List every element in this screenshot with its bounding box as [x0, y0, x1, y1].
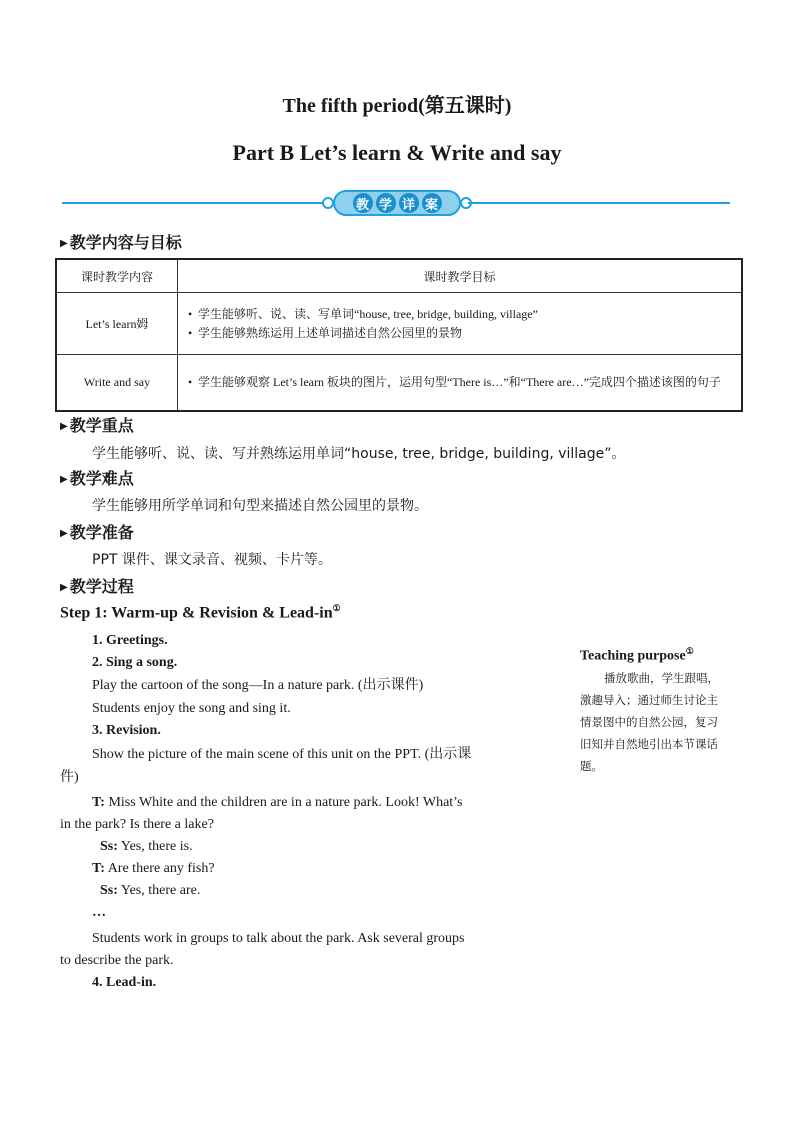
revision-paragraph-line1: Show the picture of the main scene of this unit on the PPT. (出示课	[92, 747, 472, 762]
dialogue-ellipsis: …	[92, 905, 106, 920]
banner-line-left	[62, 202, 326, 204]
group-paragraph-line1: Students work in groups to talk about the park. Ask several groups	[92, 931, 465, 946]
dialogue-teacher-1-cont: in the park? Is there a lake?	[60, 817, 214, 832]
page-subtitle: Part B Let’s learn & Write and say	[232, 140, 562, 165]
list-item: • 学生能够听、说、读、写单词“house, tree, bridge, building, village”	[188, 306, 538, 321]
table-row	[56, 355, 742, 411]
dialogue-students-1: Ss: Yes, there is.	[100, 839, 193, 854]
table-header: 课时教学目标	[178, 259, 743, 293]
section-heading-difficulties: ▶ 教学难点	[60, 469, 134, 488]
section-heading-key-points: ▶ 教学重点	[60, 416, 134, 435]
teaching-purpose-note	[580, 667, 752, 777]
triangle-bullet-icon: ▶	[60, 474, 68, 485]
item-sing: 2. Sing a song.	[92, 655, 178, 670]
page-title: The fifth period(第五课时)	[282, 95, 512, 117]
item-greetings: 1. Greetings.	[92, 633, 168, 648]
table-cell-content: Let’s learn姆	[56, 293, 178, 355]
note-line: 播放歌曲，学生跟唱，	[604, 671, 719, 685]
section-heading-preparation: ▶ 教学准备	[60, 523, 134, 542]
preparation-text: PPT 课件、课文录音、视频、卡片等。	[92, 552, 332, 568]
triangle-bullet-icon: ▶	[60, 238, 68, 249]
triangle-bullet-icon: ▶	[60, 421, 68, 432]
sing-paragraph-2: Students enjoy the song and sing it.	[92, 701, 291, 716]
triangle-bullet-icon: ▶	[60, 582, 68, 593]
banner-badge	[333, 190, 461, 216]
list-item: • 学生能够熟练运用上述单词描述自然公园里的景物	[188, 325, 463, 340]
difficulties-text: 学生能够用所学单词和句型来描述自然公园里的景物。	[92, 498, 428, 514]
triangle-bullet-icon: ▶	[60, 528, 68, 539]
note-line: 旧知并自然地引出本节课话	[580, 737, 718, 751]
note-line: 激趣导入；通过师生讨论主	[580, 693, 718, 707]
teaching-purpose-heading: Teaching purpose①	[580, 646, 694, 664]
sing-paragraph-1: Play the cartoon of the song—In a nature park. (出示课件)	[92, 678, 424, 693]
table-header-row	[56, 259, 742, 293]
note-line: 情景图中的自然公园，复习	[580, 715, 718, 729]
key-points-text: 学生能够听、说、读、写并熟练运用单词“house, tree, bridge, building, village”。	[92, 446, 626, 462]
table-cell-goals	[178, 293, 743, 355]
goals-table	[55, 258, 743, 412]
list-item: • 学生能够观察 Let’s learn 板块的图片，运用句型“There is…”和“There are…”完成四个描述该图的句子	[188, 374, 721, 389]
table-row	[56, 293, 742, 355]
table-cell-content: Write and say	[56, 355, 178, 411]
dialogue-teacher-2: T: Are there any fish?	[92, 861, 215, 876]
dialogue-students-2: Ss: Yes, there are.	[100, 883, 201, 898]
revision-paragraph-line2: 件)	[60, 770, 79, 785]
dialogue-teacher-1: T: Miss White and the children are in a nature park. Look! What’s	[92, 795, 463, 810]
note-line: 题。	[580, 759, 603, 773]
banner-line-right	[468, 202, 730, 204]
section-heading-process: ▶ 教学过程	[60, 577, 134, 596]
group-paragraph-line2: to describe the park.	[60, 953, 174, 968]
section-heading-content-goals: ▶ 教学内容与目标	[60, 233, 182, 252]
banner-char: 案	[422, 193, 442, 213]
step1-heading: Step 1: Warm-up & Revision & Lead-in①	[60, 603, 341, 622]
banner-char: 详	[399, 193, 419, 213]
banner-char: 学	[376, 193, 396, 213]
item-leadin: 4. Lead-in.	[92, 975, 157, 990]
banner-char: 教	[353, 193, 373, 213]
table-cell-goals	[178, 355, 743, 411]
item-revision: 3. Revision.	[92, 723, 161, 738]
table-header: 课时教学内容	[56, 259, 178, 293]
